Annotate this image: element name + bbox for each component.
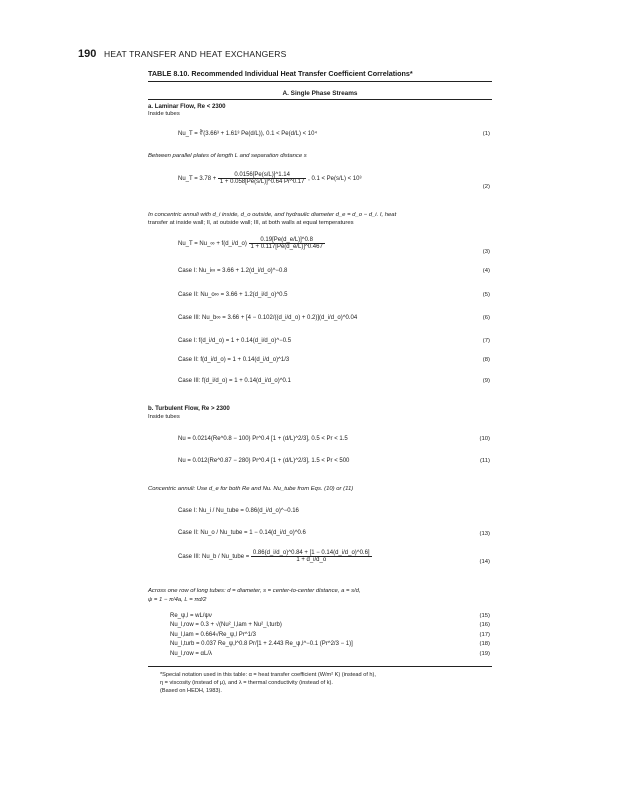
equation-17: Nu_l,lam = 0.664√Re_ψ,l Pr^1/3 [170, 632, 256, 638]
equation-14-fraction [251, 550, 372, 563]
equation-3-numerator: 0.19[Pe(d_e/L)]^0.8 [249, 237, 325, 244]
equation-15: Re_ψ,l = wL/ψν [170, 613, 212, 619]
equation-7: Case I: f(d_i/d_o) = 1 + 0.14(d_i/d_o)^−0.5 [178, 338, 292, 344]
equation-2-lhs: Nu_T = 3.78 + [178, 176, 217, 183]
running-title: HEAT TRANSFER AND HEAT EXCHANGERS [104, 49, 287, 59]
footnote-line-2: η = viscosity (instead of μ), and λ = thermal conductivity (instead of k). [160, 680, 333, 686]
equation-18-number: (18) [479, 641, 490, 647]
row-of-tubes-text-line-2: ψ = 1 − π/4a, L = πd/2 [148, 597, 207, 603]
equation-11-number: (11) [479, 458, 490, 464]
equation-3-number: (3) [482, 249, 490, 255]
equation-2-numerator: 0.0156[Pe(s/L)]^1.14 [218, 172, 307, 179]
equation-9-number: (9) [482, 378, 490, 384]
concentric-annuli-text: Concentric annuli: Use d_e for both Re and Nu. Nu_tube from Eqs. (10) or (11) [148, 486, 354, 492]
turbulent-heading: b. Turbulent Flow, Re > 2300 [148, 405, 230, 412]
equation-12: Case I: Nu_i / Nu_tube = 0.86(d_i/d_o)^−0.16 [178, 508, 299, 514]
page-number: 190 [78, 48, 97, 60]
subheader-rule [148, 99, 492, 100]
footnote-line-1: *Special notation used in this table: α = heat transfer coefficient (W/m² K) (instead of h), [160, 672, 376, 678]
equation-15-number: (15) [479, 613, 490, 619]
equation-6: Case III: Nu_b∞ = 3.66 + [4 − 0.102/((d_i/d_o) + 0.2)](d_i/d_o)^0.04 [178, 315, 358, 321]
equation-10: Nu = 0.0214(Re^0.8 − 100) Pr^0.4 [1 + (d/L)^2/3], 0.5 < Pr < 1.5 [178, 436, 348, 442]
equation-2-denominator: 1 + 0.058[Pe(s/L)]^0.64 Pr^0.17 [219, 179, 305, 185]
equation-13: Case II: Nu_o / Nu_tube = 1 − 0.14(d_i/d_o)^0.6 [178, 530, 306, 536]
table-subheader: A. Single Phase Streams [282, 90, 358, 97]
equation-1: Nu_T = ∛(3.66³ + 1.61³ Pe(d/L)), 0.1 < Pe(d/L) < 10⁴ [178, 131, 318, 137]
parallel-plates-text: Between parallel plates of length L and separation distance s [148, 153, 307, 159]
equation-2-fraction [218, 172, 307, 185]
annuli-text-line-2: transfer at inside wall; II, at outside wall; III, at both walls at equal temperatures [148, 220, 354, 226]
equation-2-number: (2) [482, 184, 490, 190]
equation-14-denominator: 1 + d_i/d_o [296, 557, 327, 563]
equation-6-number: (6) [482, 315, 490, 321]
equation-10-number: (10) [479, 436, 490, 442]
equation-19-number: (19) [479, 651, 490, 657]
equation-11: Nu = 0.012(Re^0.87 − 280) Pr^0.4 [1 + (d/L)^2/3], 1.5 < Pr < 500 [178, 458, 350, 464]
equation-19: Nu_l,row = αL/λ [170, 651, 212, 657]
equation-2 [178, 172, 361, 185]
equation-8-number: (8) [482, 357, 490, 363]
equation-9: Case III: f(d_i/d_o) = 1 + 0.14(d_i/d_o)^0.1 [178, 378, 291, 384]
equation-3-lhs: Nu_T = Nu_∞ + f(d_i/d_o) [178, 241, 247, 248]
equation-14-lhs: Case III: Nu_b / Nu_tube = [178, 554, 250, 561]
table-bottom-rule [148, 666, 492, 667]
equation-3 [178, 237, 325, 250]
footnote-line-3: (Based on HEDH, 1983). [160, 688, 222, 694]
table-title: TABLE 8.10. Recommended Individual Heat Transfer Coefficient Correlations* [148, 69, 413, 78]
laminar-heading: a. Laminar Flow, Re < 2300 [148, 103, 226, 110]
equation-4-number: (4) [482, 268, 490, 274]
equation-3-fraction [249, 237, 325, 250]
equation-7-number: (7) [482, 338, 490, 344]
equation-5: Case II: Nu_o∞ = 3.66 + 1.2(d_i/d_o)^0.5 [178, 292, 288, 298]
turbulent-inside-tubes: Inside tubes [148, 414, 180, 420]
equation-8: Case II: f(d_i/d_o) = 1 + 0.14(d_i/d_o)^1/3 [178, 357, 290, 363]
equation-14-number: (14) [479, 559, 490, 565]
equation-14-numerator: 0.86(d_i/d_o)^0.84 + [1 − 0.14(d_i/d_o)^0.6] [252, 550, 370, 556]
equation-2-range: , 0.1 < Pe(s/L) < 10³ [308, 176, 362, 183]
table-top-rule [148, 81, 492, 82]
laminar-inside-tubes: Inside tubes [148, 111, 180, 117]
equation-5-number: (5) [482, 292, 490, 298]
annuli-text-line-1: In concentric annuli with d_i inside, d_o outside, and hydraulic diameter d_e = d_o − d_i. I, heat [148, 212, 397, 218]
equation-3-denominator: 1 + 0.117[Pe(d_e/L)]^0.467 [250, 244, 323, 250]
equation-13-number: (13) [479, 531, 490, 537]
row-of-tubes-text-line-1: Across one row of long tubes: d = diameter, s = center-to-center distance, a = s/d, [148, 588, 361, 594]
equation-4: Case I: Nu_i∞ = 3.66 + 1.2(d_i/d_o)^−0.8 [178, 268, 288, 274]
equation-16-number: (16) [479, 622, 490, 628]
equation-1-number: (1) [482, 131, 490, 137]
equation-14 [178, 550, 372, 563]
equation-17-number: (17) [479, 632, 490, 638]
equation-16: Nu_l,row = 0.3 + √(Nu²_l,lam + Nu²_l,turb) [170, 622, 282, 628]
equation-18: Nu_l,turb = 0.037 Re_ψ,l^0.8 Pr/[1 + 2.443 Re_ψ,l^−0.1 (Pr^2/3 − 1)] [170, 641, 353, 647]
